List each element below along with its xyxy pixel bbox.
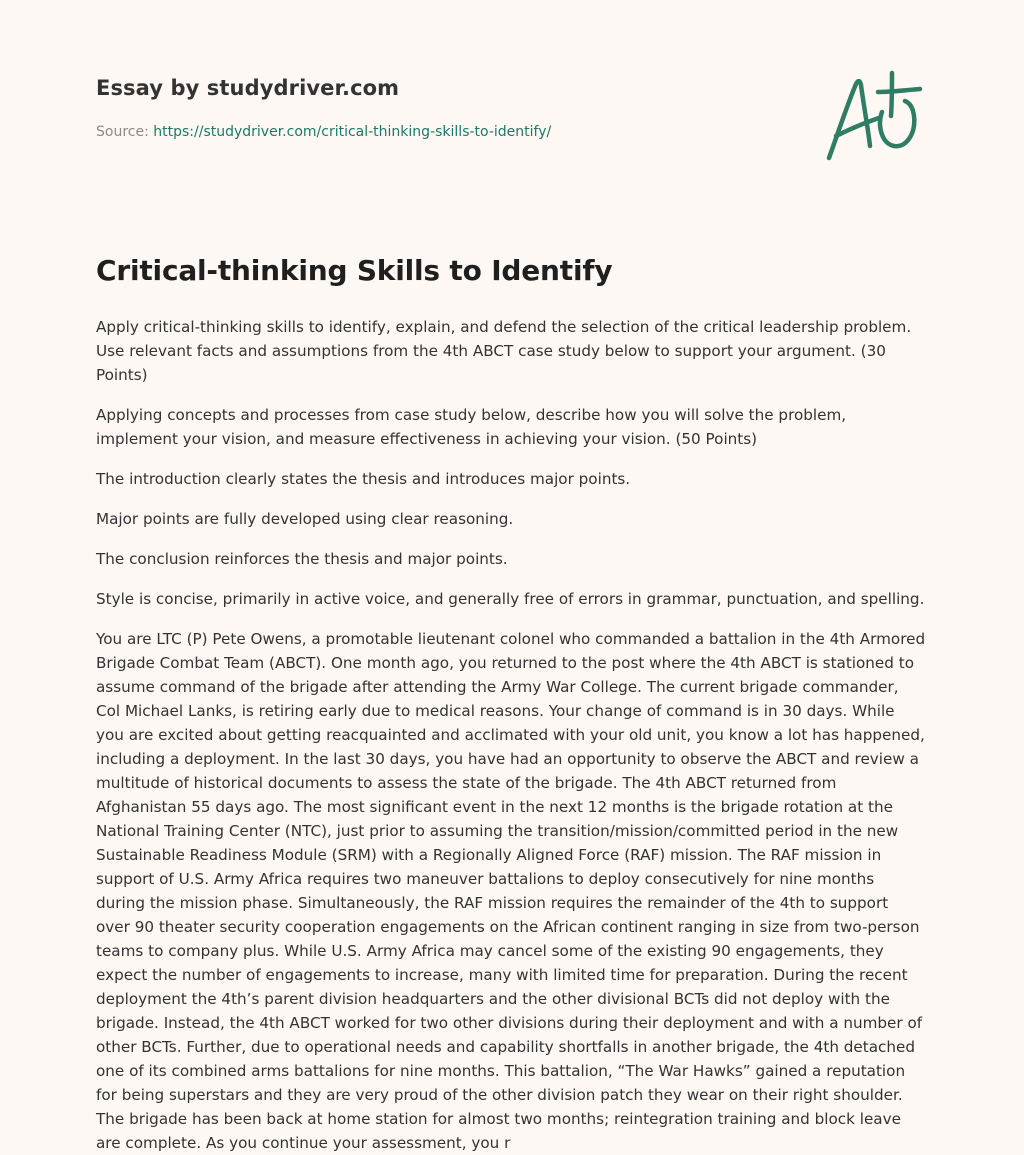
- paragraph: You are LTC (P) Pete Owens, a promotable lieutenant colonel who commanded a battalion in the 4th Armored Brigade Combat Team (ABCT). One month ago, you returned to the post where the 4th ABCT is stationed to assume command of the brigade after attending the Army War College. The current brigade commander, Col Michael Lanks, is retiring early due to medical reasons. Your change of command is in 30 days. While you are excited about getting reacquainted and acclimated with your old unit, you know a lot has happened, including a deployment. In the last 30 days, you have had an opportunity to observe the ABCT and review a multitude of historical documents to assess the state of the brigade. The 4th ABCT returned from Afghanistan 55 days ago. The most significant event in the next 12 months is the brigade rotation at the National Training Center (NTC), just prior to assuming the transition/mission/committed period in the new Sustainable Readiness Module (SRM) with a Regionally Aligned Force (RAF) mission. The RAF mission in support of U.S. Army Africa requires two maneuver battalions to deploy consecutively for nine months during the mission phase. Simultaneously, the RAF mission requires the remainder of the 4th to support over 90 theater security cooperation engagements on the African continent ranging in size from two-person teams to company plus. While U.S. Army Africa may cancel some of the existing 90 engagements, they expect the number of engagements to increase, many with limited time for preparation. During the recent deployment the 4th’s parent division headquarters and the other divisional BCTs did not deploy with the brigade. Instead, the 4th ABCT worked for two other divisions during their deployment and with a number of other BCTs. Further, due to operational needs and capability shortfalls in another brigade, the 4th detached one of its combined arms battalions for nine months. This battalion, “The War Hawks” gained a reputation for being superstars and they are very proud of the other division patch they wear on their right shoulder. The brigade has been back at home station for almost two months; reintegration training and block leave are complete. As you continue your assessment, you r: [96, 630, 926, 1152]
- paragraph: The introduction clearly states the thesis and introduces major points.: [96, 470, 631, 488]
- paragraph: Applying concepts and processes from case study below, describe how you will solve the problem, implement your vision, and measure effectiveness in achieving your vision. (50 Points): [96, 406, 847, 448]
- paragraph: The conclusion reinforces the thesis and major points.: [96, 550, 508, 568]
- paragraph: Style is concise, primarily in active voice, and generally free of errors in grammar, punctuation, and spelling.: [96, 590, 925, 608]
- source-label: Source:: [96, 124, 149, 140]
- site-brand: Essay by studydriver.com: [96, 76, 400, 100]
- paragraph: Major points are fully developed using clear reasoning.: [96, 510, 514, 528]
- paragraph: Apply critical-thinking skills to identify, explain, and defend the selection of the critical leadership problem. Use relevant facts and assumptions from the 4th ABCT case study below to support your argument. (30 Points): [96, 318, 912, 384]
- article-body: [96, 315, 926, 1152]
- source-link[interactable]: https://studydriver.com/critical-thinking-skills-to-identify/: [153, 124, 552, 140]
- article-title: Critical-thinking Skills to Identify: [96, 254, 613, 287]
- source-line: [96, 124, 551, 140]
- a-plus-logo: [822, 66, 930, 166]
